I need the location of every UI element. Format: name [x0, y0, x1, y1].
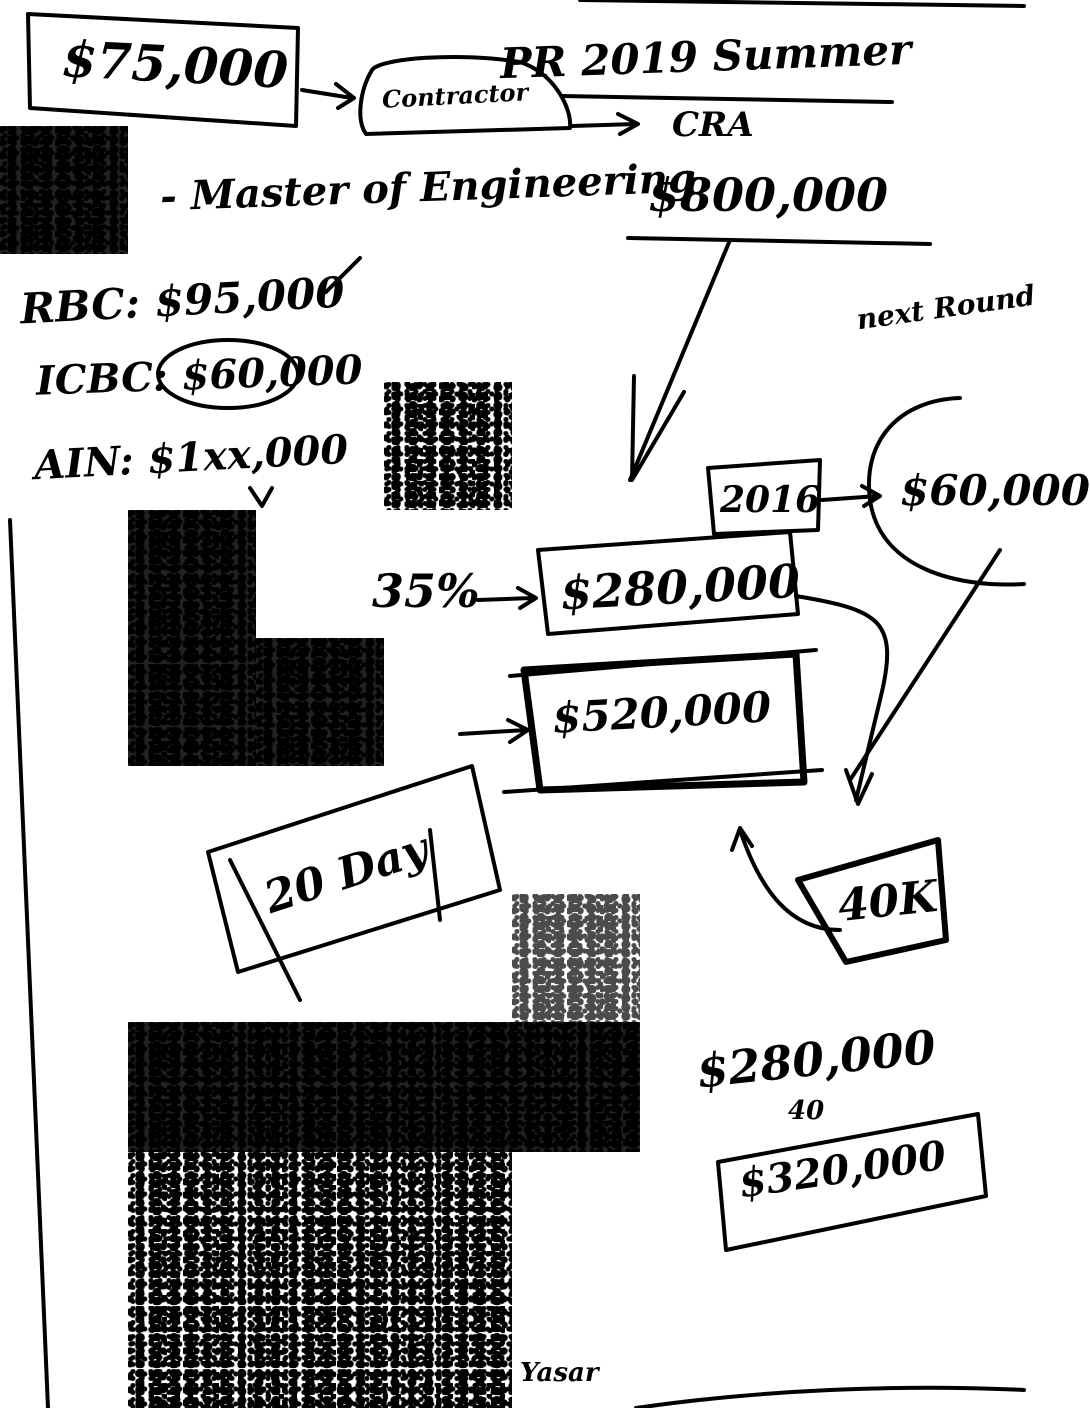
redaction-block-bottom-left [128, 1152, 512, 1408]
year-label: 2016 [720, 479, 821, 521]
bottom-line [636, 1388, 1024, 1408]
redaction-block-left-mid-2 [256, 638, 384, 766]
arrow-to-contractor [302, 84, 354, 108]
bottom-320-amount: $320,000 [735, 1131, 949, 1208]
redaction-block-mid-right [512, 894, 640, 1022]
amount-520-box: $520,000 [550, 682, 773, 743]
summer-underline [562, 96, 892, 102]
top-edge-line [580, 0, 1024, 6]
bottom-40-label: 40 [788, 1096, 825, 1126]
pr-summer-label: PR 2019 Summer [499, 24, 912, 89]
redaction-block-bottom-wide [128, 1022, 640, 1152]
amount-280-box: $280,000 [558, 553, 802, 621]
big-down-arrow [630, 240, 730, 480]
cra-label: CRA [672, 105, 754, 145]
top-amount: $75,000 [60, 29, 290, 100]
big-amount: $800,000 [648, 168, 889, 222]
curve-arrow-40k [732, 828, 840, 930]
down-tick [250, 488, 272, 506]
days-label: 20 Day [258, 823, 435, 924]
scribble-label: Yasar [520, 1358, 599, 1388]
big-amount-underline [628, 238, 930, 244]
redaction-block-center [384, 382, 512, 510]
left-margin-line [10, 520, 48, 1408]
forty-k-label: 40K [835, 870, 940, 933]
redaction-block-left-mid [128, 510, 256, 766]
redaction-block-top-left [0, 126, 128, 254]
master-label: - Master of Engineering [159, 154, 697, 221]
next-round-label: next Round [854, 278, 1038, 337]
arrow-35-to-280 [478, 588, 536, 608]
bottom-280-amount: $280,000 [693, 1019, 939, 1099]
xyz-line: AIN: $1xx,000 [32, 425, 350, 490]
icbc-line: ICBC: $60,000 [35, 346, 364, 405]
line-60k-to-40k [850, 550, 1000, 780]
percent-label: 35% [372, 564, 480, 618]
arrow-into-520 [460, 720, 528, 742]
arrow-to-cra [572, 114, 638, 134]
rbc-line: RBC: $95,000 [18, 267, 346, 334]
amount-60k: $60,000 [900, 466, 1090, 515]
contractor-label: Contractor [381, 77, 529, 114]
